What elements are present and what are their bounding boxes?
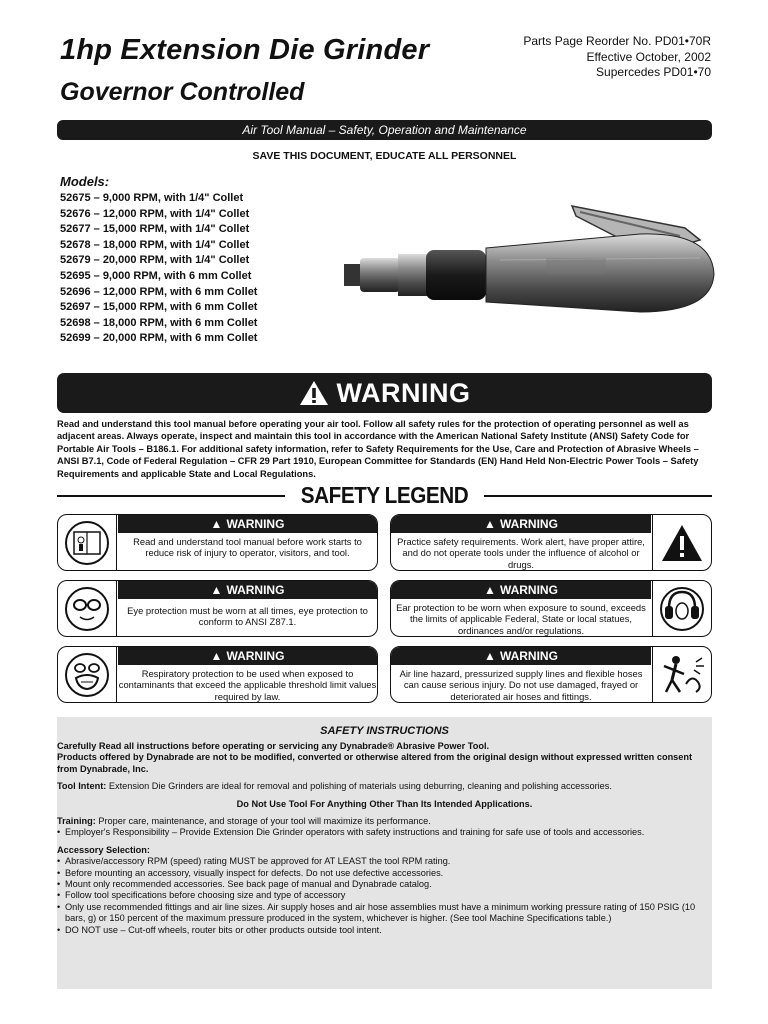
list-item: • Before mounting an accessory, visually inspect for defects. Do not use defective accessories.: [57, 868, 712, 879]
model-item: 52699 – 20,000 RPM, with 6 mm Collet: [60, 332, 258, 345]
legend-box-ear: [390, 580, 712, 637]
tool-intent-label: Tool Intent:: [57, 781, 107, 792]
air-hose-hazard-icon: [652, 647, 711, 702]
tool-intent-text: Extension Die Grinders are ideal for removal and polishing of materials using deburring, cleaning and polishing accessories.: [108, 781, 612, 792]
reorder-number: Parts Page Reorder No. PD01•70R: [523, 34, 711, 48]
manual-type-bar: Air Tool Manual – Safety, Operation and Maintenance: [57, 120, 712, 140]
effective-date: Effective October, 2002: [586, 49, 711, 64]
goggles-icon: [58, 581, 117, 636]
parts-info: [523, 34, 711, 81]
safety-legend-heading-row: [57, 482, 712, 510]
list-item: • Follow tool specifications before choosing size and type of accessory: [57, 890, 712, 901]
list-item: • Only use recommended fittings and air line sizes. Air supply hoses and air hose assemblies must have a minimum working pressure rating of 150 PSIG (10 bars, g) or 150 percent of the maximum pressure produced in the system, whichever is higher. (See tool Machine Specifications table.): [57, 902, 712, 925]
intro-line: Products offered by Dynabrade are not to be modified, converted or otherwise altered from the original design without expressed written consent from Dynabrade, Inc.: [57, 752, 693, 774]
safety-instructions-title: SAFETY INSTRUCTIONS: [320, 725, 449, 737]
intended-use-notice: Do Not Use Tool For Anything Other Than Its Intended Applications.: [236, 798, 533, 809]
legend-box-airline: [390, 646, 712, 703]
models-heading: Models:: [60, 174, 110, 189]
model-item: 52676 – 12,000 RPM, with 1/4" Collet: [60, 207, 250, 220]
supercedes-note: Supercedes PD01•70: [596, 65, 711, 79]
safety-instructions-body: [57, 741, 712, 936]
list-item: • DO NOT use – Cut-off wheels, router bits or other products outside tool intent.: [57, 925, 712, 936]
safety-legend-title: SAFETY LEGEND: [300, 482, 469, 508]
warning-banner: [57, 373, 712, 413]
document-title: 1hp Extension Die Grinder: [60, 34, 430, 66]
legend-box-respiratory: [57, 646, 378, 703]
training-paragraph: [57, 816, 712, 827]
legend-text: Practice safety requirements. Work alert, have proper attire, and do not operate tools under the influence of alcohol or drugs.: [397, 536, 645, 570]
model-item: 52677 – 15,000 RPM, with 1/4" Collet: [60, 223, 250, 236]
model-item: 52678 – 18,000 RPM, with 1/4" Collet: [60, 238, 250, 251]
model-item: 52696 – 12,000 RPM, with 6 mm Collet: [60, 285, 258, 298]
warning-small-icon: ▲: [210, 583, 223, 597]
legend-text: Eye protection must be worn at all times, eye protection to conform to ANSI Z87.1.: [127, 605, 368, 628]
legend-text: Read and understand tool manual before work starts to reduce risk of injury to operator, visitors, and tool.: [133, 536, 362, 559]
legend-warning-header: ▲ WARNING: [391, 581, 651, 599]
legend-box-manual: [57, 514, 378, 571]
warning-triangle-icon: [652, 515, 711, 570]
divider-line: [484, 495, 712, 497]
model-item: 52679 – 20,000 RPM, with 1/4" Collet: [60, 254, 250, 267]
save-notice: SAVE THIS DOCUMENT, EDUCATE ALL PERSONNEL: [252, 150, 517, 162]
legend-warning-header: ▲ WARNING: [391, 647, 651, 665]
legend-warning-header: ▲ WARNING: [391, 515, 651, 533]
manual-icon: [58, 515, 117, 570]
legend-warning-header: ▲ WARNING: [118, 647, 377, 665]
legend-warning-header: ▲ WARNING: [118, 515, 377, 533]
warning-small-icon: ▲: [210, 517, 223, 531]
model-item: 52675 – 9,000 RPM, with 1/4" Collet: [60, 192, 244, 204]
die-grinder-photo: [340, 188, 720, 328]
legend-text: Ear protection to be worn when exposure to sound, exceeds the limits of applicable Federal, State or local statues, ordinances and/or regulations.: [396, 602, 646, 636]
safety-instructions-panel: [57, 717, 712, 989]
legend-text: Air line hazard, pressurized supply lines and flexible hoses can cause serious injury. Do not use damaged, frayed or deteriorated air hoses and fittings.: [399, 668, 643, 702]
model-item: 52695 – 9,000 RPM, with 6 mm Collet: [60, 269, 252, 282]
divider-line: [57, 495, 285, 497]
ear-protection-icon: [652, 581, 711, 636]
legend-box-eye: [57, 580, 378, 637]
legend-warning-header: ▲ WARNING: [118, 581, 377, 599]
warning-small-icon: ▲: [484, 517, 496, 531]
warning-small-icon: ▲: [484, 649, 496, 663]
model-item: 52697 – 15,000 RPM, with 6 mm Collet: [60, 301, 258, 314]
warning-text: Read and understand this tool manual before operating your air tool. Follow all safety rules for the protection of operating personnel as well as adjacent areas. Always operate, inspect and maintain this tool in accordance with the American National Safety Institute (ANSI) Safety Code for Portable Air Tools – B186.1. For additional safety information, refer to Safety Requirements for the Use, Care and Protection of Abrasive Wheels – ANSI B7.1, Code of Federal Regulation – CFR 29 Part 1910, European Committee for Standards (EN) Hand Held Non-Electric Power Tools – Safety Requirements and applicable State and Local Regulations.: [57, 419, 699, 479]
list-item: • Employer's Responsibility – Provide Extension Die Grinder operators with safety instructions and training for safe use of tools and accessories.: [57, 827, 712, 838]
training-label: Training:: [57, 816, 96, 827]
tool-intent-paragraph: [57, 781, 712, 792]
respirator-icon: [58, 647, 117, 702]
legend-text: Respiratory protection to be used when exposed to contaminants that exceed the applicable threshold limit values required by law.: [118, 668, 377, 702]
model-item: 52698 – 18,000 RPM, with 6 mm Collet: [60, 316, 258, 329]
document-subtitle: Governor Controlled: [60, 78, 305, 106]
list-item: • Abrasive/accessory RPM (speed) rating MUST be approved for AT LEAST the tool RPM rating.: [57, 856, 712, 867]
warning-small-icon: ▲: [210, 649, 223, 663]
list-item: • Mount only recommended accessories. See back page of manual and Dynabrade catalog.: [57, 879, 712, 890]
accessory-selection-label: Accessory Selection:: [57, 844, 150, 855]
training-text: Proper care, maintenance, and storage of your tool will maximize its performance.: [98, 816, 431, 827]
models-list: [60, 191, 257, 347]
legend-box-safety: [390, 514, 712, 571]
warning-small-icon: ▲: [484, 583, 496, 597]
warning-triangle-icon: [299, 380, 329, 406]
intro-line: Carefully Read all instructions before operating or servicing any Dynabrade® Abrasive Power Tool.: [57, 741, 490, 751]
warning-heading: WARNING: [336, 377, 471, 408]
